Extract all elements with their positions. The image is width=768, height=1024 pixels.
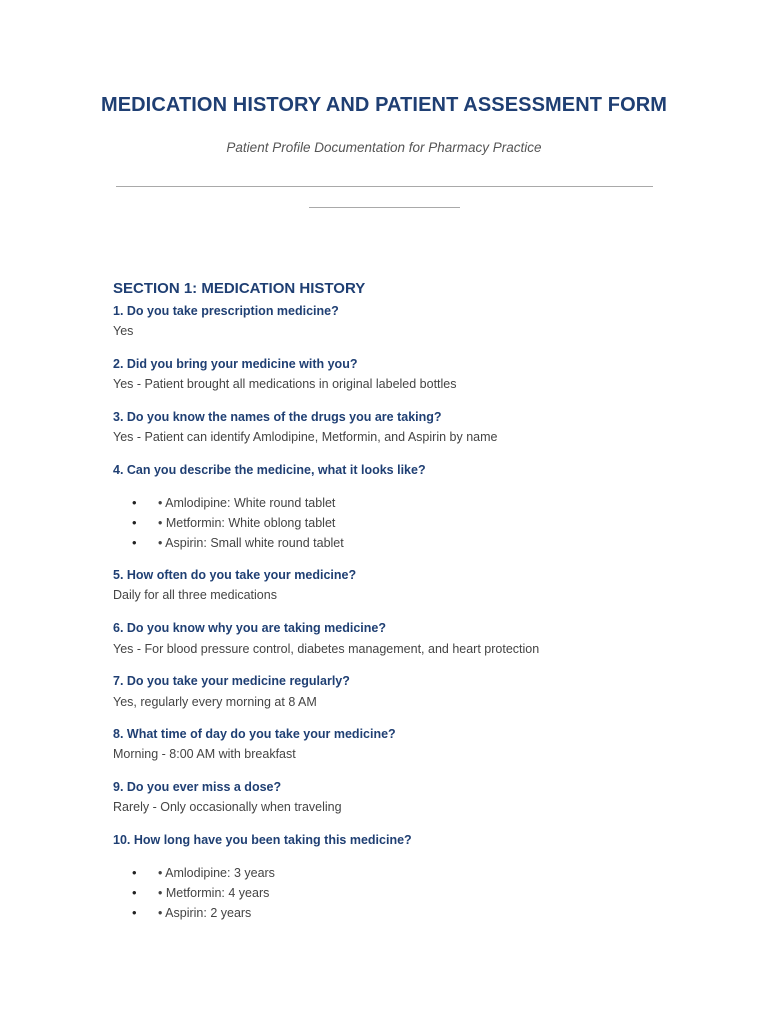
answer-2: Yes - Patient brought all medications in original labeled bottles	[113, 377, 457, 391]
question-5: 5. How often do you take your medicine?	[113, 568, 357, 582]
bullet-marker: •	[132, 865, 137, 880]
answer-5: Daily for all three medications	[113, 588, 277, 602]
question-1: 1. Do you take prescription medicine?	[113, 304, 339, 318]
question-10: 10. How long have you been taking this medicine?	[113, 833, 412, 847]
list-item-text: • Aspirin: Small white round tablet	[158, 536, 344, 550]
bullet-marker: •	[132, 905, 137, 920]
bullet-marker: •	[132, 885, 137, 900]
bullet-marker: •	[132, 495, 137, 510]
answer-6: Yes - For blood pressure control, diabetes management, and heart protection	[113, 642, 540, 656]
list-item-text: • Metformin: White oblong tablet	[158, 516, 336, 530]
document-subtitle: Patient Profile Documentation for Pharmacy Practice	[226, 140, 542, 155]
bullet-marker: •	[132, 535, 137, 550]
bullet-marker: •	[132, 515, 137, 530]
question-2: 2. Did you bring your medicine with you?	[113, 357, 358, 371]
question-9: 9. Do you ever miss a dose?	[113, 780, 282, 794]
question-3: 3. Do you know the names of the drugs you are taking?	[113, 410, 442, 424]
separator-line-short	[309, 207, 460, 208]
section-heading: SECTION 1: MEDICATION HISTORY	[113, 280, 366, 297]
document-title: MEDICATION HISTORY AND PATIENT ASSESSMENT FORM	[100, 94, 668, 116]
answer-8: Morning - 8:00 AM with breakfast	[113, 747, 296, 761]
answer-7: Yes, regularly every morning at 8 AM	[113, 695, 317, 709]
question-6: 6. Do you know why you are taking medicine?	[113, 621, 386, 635]
list-item-text: • Amlodipine: White round tablet	[158, 496, 336, 510]
separator-line	[116, 186, 653, 187]
question-4: 4. Can you describe the medicine, what it looks like?	[113, 463, 426, 477]
question-7: 7. Do you take your medicine regularly?	[113, 674, 350, 688]
question-8: 8. What time of day do you take your medicine?	[113, 727, 396, 741]
list-item-text: • Amlodipine: 3 years	[158, 866, 275, 880]
answer-1: Yes	[113, 324, 134, 338]
list-item-text: • Aspirin: 2 years	[158, 906, 252, 920]
list-item-text: • Metformin: 4 years	[158, 886, 270, 900]
answer-3: Yes - Patient can identify Amlodipine, Metformin, and Aspirin by name	[113, 430, 498, 444]
answer-9: Rarely - Only occasionally when traveling	[113, 800, 342, 814]
